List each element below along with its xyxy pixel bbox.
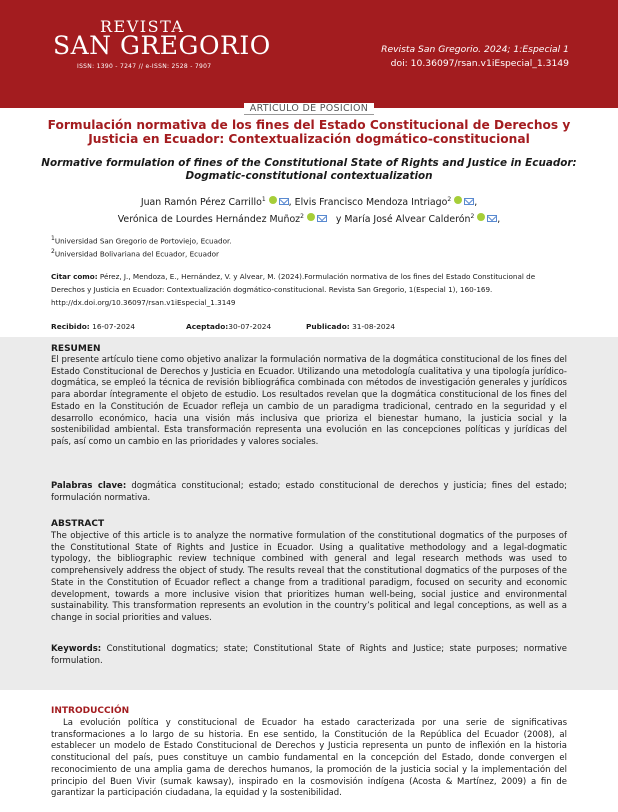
affiliation-1 [51, 235, 232, 245]
author-3: Verónica de Lourdes Hernández Muñoz [117, 214, 301, 226]
orcid-icon[interactable] [477, 213, 485, 221]
affiliation-1-text: Universidad San Gregorio de Portoviejo, Ecuador. [54, 236, 232, 246]
journal-citation: Revista San Gregorio. 2024; 1:Especial 1 [381, 44, 569, 55]
date-received [51, 322, 135, 331]
date-accepted-value: 30-07-2024 [228, 322, 272, 331]
title-english: Normative formulation of fines of the Constitutional State of Rights and Justice in Ecuador: Dogmatic-constitutional contextualization [41, 157, 577, 182]
date-received-label: Recibido: [51, 322, 90, 331]
date-published-value: 31-08-2024 [349, 322, 396, 331]
intro-heading: INTRODUCCIÓN [51, 706, 130, 716]
date-accepted [186, 322, 271, 331]
orcid-icon[interactable] [269, 196, 277, 204]
author-2-sup: 2 [447, 196, 452, 203]
author-1-sup: 1 [261, 196, 266, 203]
citation-label: Citar como: [51, 272, 98, 281]
keywords-en [51, 644, 567, 667]
orcid-icon[interactable] [307, 213, 315, 221]
email-icon[interactable] [279, 198, 289, 205]
author-2: Elvis Francisco Mendoza Intriago [294, 197, 448, 209]
author-list: Juan Ramón Pérez Carrillo$^1$ , Elvis Francisco Mendoza Intriago$^2$ , Verónica de Lourdes Hernández Muñoz$^2$ y María José Alvear Calderón$^2$ , [117, 196, 501, 226]
citation-block [51, 270, 571, 309]
affiliation-2-text: Universidad Bolivariana del Ecuador, Ecuador [54, 249, 219, 259]
journal-doi[interactable]: doi: 10.36097/rsan.v1iEspecial_1.3149 [390, 58, 569, 69]
author-4-sup: 2 [470, 213, 475, 221]
keywords-es-text: dogmática constitucional; estado; estado constitucional de derechos y justicia; fines del estado; formulación normativa. [51, 481, 567, 503]
article-type [0, 96, 618, 115]
issn: ISSN: 1390 - 7247 // e-ISSN: 2528 - 7907 [77, 63, 212, 70]
email-icon[interactable] [487, 215, 497, 222]
resumen-heading: RESUMEN [51, 344, 101, 354]
email-icon[interactable] [464, 198, 474, 205]
email-icon[interactable] [317, 215, 327, 222]
article-type-label: ARTÍCULO DE POSICIÓN [244, 103, 374, 115]
keywords-en-label: Keywords: [51, 644, 102, 654]
author-4: y María José Alvear Calderón [335, 214, 471, 226]
affiliation-1-sup: 1 [51, 235, 55, 242]
keywords-es-label: Palabras clave: [51, 481, 127, 491]
logo-revista: REVISTA [100, 17, 185, 36]
abstract-heading: ABSTRACT [51, 519, 105, 529]
date-accepted-label: Aceptado: [186, 322, 229, 331]
resumen-text: El presente artículo tiene como objetivo analizar la formulación normativa de la dogmática constitucional de los fines del Estado Constitucional de Derechos y Justicia en Ecuador. Utilizando una metodología cualitativa y una tipología jurídico-dogmática, se empleó la técnica de revisión bibliográfica combinada con métodos de investigación generales y jurídicos para abordar íntegramente el objeto de estudio. Los resultados revelan que la dogmática constitucional de los fines del Estado en la Constitución de Ecuador refleja un cambio de un paradigma tradicional, centrado en la seguridad y el desarrollo económico, hacia una visión más inclusiva que prioriza el bienestar humano, la justicia social y la sostenibilidad ambiental. Esta transformación representa una evolución en las concepciones políticas y jurídicas del país, así como un cambio en las prioridades y valores sociales. [51, 355, 567, 447]
affiliation-2 [51, 248, 219, 258]
author-1: Juan Ramón Pérez Carrillo [140, 197, 262, 209]
orcid-icon[interactable] [454, 196, 462, 204]
date-published [306, 322, 395, 331]
keywords-es [51, 481, 567, 504]
affiliation-2-sup: 2 [51, 248, 55, 255]
keywords-en-text: Constitutional dogmatics; state; Constitutional State of Rights and Justice; state purposes; normative formulation. [51, 644, 567, 666]
intro-text: La evolución política y constitucional de Ecuador ha estado caracterizada por una serie de significativas transformaciones a lo largo de su historia. En ese sentido, la Constitución de la República del Ecuador (2008), al establecer un modelo de Estado Constitucional de Derechos y Justicia representa un punto de inflexión en la historia constitucional del país, pues constituye un cambio fundamental en la concepción del Estado, donde convergen el reconocimiento de una amplia gama de derechos humanos, la promoción de la justicia social y la implementación del principio del Buen Vivir (sumak kawsay), inspirado en la cosmovisión indígena (Acosta & Martínez, 2009) a fin de garantizar la participación ciudadana, la equidad y la sostenibilidad. [51, 718, 567, 799]
title-spanish: Formulación normativa de los fines del Estado Constitucional de Derechos y Justicia en Ecuador: Contextualización dogmático-constitucional [47, 118, 571, 146]
logo-san-gregorio: SAN GREGORIO [53, 31, 271, 60]
citation-text: Pérez, J., Mendoza, E., Hernández, V. y Alvear, M. (2024).Formulación normativa de los fines del Estado Constitucional de Derechos y Justicia en Ecuador: Contextualización dogmático-constitucional. Revista San Gregorio, 1(Especial 1), 160-169. http://dx.doi.org/10.36097/rsan.v1iEspecial_1.3149 [51, 272, 536, 307]
date-received-value: 16-07-2024 [89, 322, 136, 331]
author-3-sup: 2 [300, 213, 304, 221]
abstract-text: The objective of this article is to analyze the normative formulation of the constitutional dogmatics of the purposes of the Constitutional State of Rights and Justice in Ecuador. Using a qualitative methodology and a legal-dogmatic typology, the bibliographic review technique combined with general and legal research methods was used to comprehensively address the object of study. The results reveal that the constitutional dogmatics of the purposes of the State in the Constitution of Ecuador reflect a change from a traditional paradigm, focused on security and economic development, towards a more inclusive vision that prioritizes human well-being, social justice and environmental sustainability. This transformation represents an evolution in the country’s political and legal conceptions, as well as a change in social priorities and values. [51, 531, 567, 623]
date-published-label: Publicado: [306, 322, 350, 331]
journal-header [0, 0, 618, 108]
